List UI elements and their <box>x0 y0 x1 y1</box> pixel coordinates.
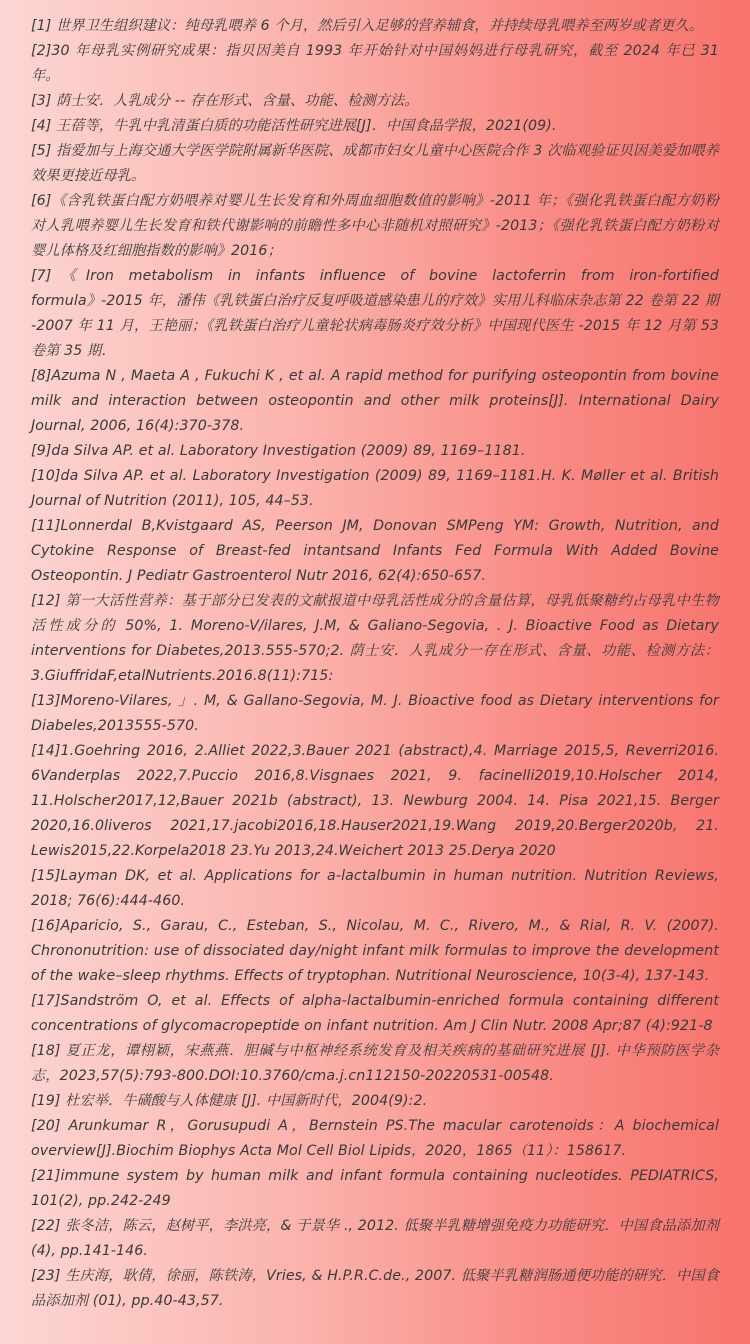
reference-item: [23] 生庆海，耿倩，徐丽，陈铁涛，Vries, & H.P.R.C.de., 2007. 低聚半乳糖润肠通便功能的研究．中国食品添加剂 (01), pp.40-43,57. <box>31 1268 719 1309</box>
reference-item: [10]da Silva AP. et al. Laboratory Investigation (2009) 89, 1169–1181.H. K. Møller et al. British Journal of Nutrition (2011), 105, 44–53. <box>31 468 719 509</box>
reference-item: [20] Arunkumar R，Gorusupudi A，Bernstein PS.The macular carotenoids：A biochemical overview[J].Biochim Biophys Acta Mol Cell Biol Lipids，2020，1865（11）：158617. <box>31 1118 719 1159</box>
reference-item: [3] 荫士安．人乳成分 -- 存在形式、含量、功能、检测方法。 <box>31 93 419 109</box>
reference-item: [17]Sandström O, et al. Effects of alpha-lactalbumin-enriched formula containing different concentrations of glycomacropeptide on infant nutrition. Am J Clin Nutr. 2008 Apr;87 (4):921-8 <box>31 993 719 1034</box>
reference-item: [18] 夏正龙，谭栩颖，宋燕燕．胆碱与中枢神经系统发育及相关疾病的基础研究进展 [J]. 中华预防医学杂志，2023,57(5):793-800.DOI:10.3760/cma.j.cn112150-20220531-00548. <box>31 1043 719 1084</box>
reference-item: [15]Layman DK, et al. Applications for a-lactalbumin in human nutrition. Nutrition Reviews, 2018; 76(6):444-460. <box>31 868 719 909</box>
reference-item: [11]Lonnerdal B,Kvistgaard AS, Peerson JM, Donovan SMPeng YM: Growth, Nutrition, and Cytokine Response of Breast-fed intantsand Infants Fed Formula With Added Bovine Osteopontin. J Pediatr Gastroenterol Nutr 2016, 62(4):650-657. <box>31 518 719 584</box>
reference-item: [4] 王蓓等，牛乳中乳清蛋白质的功能活性研究进展[J]．中国食品学报，2021(09). <box>31 118 557 134</box>
reference-item: [6]《含乳铁蛋白配方奶喂养对婴儿生长发育和外周血细胞数值的影响》-2011 年；《强化乳铁蛋白配方奶粉对人乳喂养婴儿生长发育和铁代谢影响的前瞻性多中心非随机对照研究》-2013；《强化乳铁蛋白配方奶粉对婴儿体格及红细胞指数的影响》2016； <box>31 193 719 259</box>
reference-item: [13]Moreno-Vilares, 」. M, & Gallano-Segovia, M. J. Bioactive food as Dietary interventions for Diabeles,2013555-570. <box>31 693 719 734</box>
reference-item: [2]30 年母乳实例研究成果：指贝因美自 1993 年开始针对中国妈妈进行母乳研究，截至 2024 年已 31 年。 <box>31 43 719 84</box>
reference-item: [19] 杜宏举．牛磺酸与人体健康 [J]. 中国新时代，2004(9):2. <box>31 1093 428 1109</box>
reference-item: [16]Aparicio, S., Garau, C., Esteban, S., Nicolau, M. C., Rivero, M., & Rial, R. V. (2007). Chrononutrition: use of dissociated day/night infant milk formulas to improve the development of the wake–sleep rhythms. Effects of tryptophan. Nutritional Neuroscience, 10(3-4), 137-143. <box>31 918 719 984</box>
reference-item: [12] 第一大活性营养：基于部分已发表的文献报道中母乳活性成分的含量估算，母乳低聚糖约占母乳中生物活性成分的 50%, 1. Moreno-V/ilares, J.M, & Galiano-Segovia, . J. Bioactive Food as Dietary interventions for Diabetes,2013.555-570;2. 荫士安．人乳成分一存在形式、含量、功能、检测方法：3.GiuffridaF,etalNutrients.2016.8(11):715: <box>31 593 719 684</box>
reference-item: [8]Azuma N , Maeta A , Fukuchi K , et al. A rapid method for purifying osteopontin from bovine milk and interaction between osteopontin and other milk proteins[J]. International Dairy Journal, 2006, 16(4):370-378. <box>31 368 719 434</box>
reference-list <box>31 14 719 1314</box>
reference-item: [5] 指爱加与上海交通大学医学院附属新华医院、成都市妇女儿童中心医院合作 3 次临观验证贝因美爱加喂养效果更接近母乳。 <box>31 143 719 184</box>
reference-item: [22] 张冬洁，陈云，赵树平，李洪亮，& 于景华 ., 2012. 低聚半乳糖增强免疫力功能研究．中国食品添加剂 (4), pp.141-146. <box>31 1218 719 1259</box>
reference-item: [1] 世界卫生组织建议：纯母乳喂养 6 个月，然后引入足够的营养辅食，并持续母乳喂养至两岁或者更久。 <box>31 18 704 34</box>
reference-item: [21]immune system by human milk and infant formula containing nucleotides. PEDIATRICS, 101(2), pp.242-249 <box>31 1168 719 1209</box>
reference-item: [7]《Iron metabolism in infants influence of bovine lactoferrin from iron-fortified formula》-2015 年，潘伟《乳铁蛋白治疗反复呼吸道感染患儿的疗效》实用儿科临床杂志第 22 卷第 22 期 -2007 年 11 月，王艳丽；《乳铁蛋白治疗儿童轮状病毒肠炎疗效分析》中国现代医生 -2015 年 12 月第 53 卷第 35 期． <box>31 268 719 359</box>
reference-item: [14]1.Goehring 2016, 2.Alliet 2022,3.Bauer 2021 (abstract),4. Marriage 2015,5, Reverri2016. 6Vanderplas 2022,7.Puccio 2016,8.Visgnaes 2021, 9. facinelli2019,10.Holscher 2014, 11.Holscher2017,12,Bauer 2021b (abstract), 13. Newburg 2004. 14. Pisa 2021,15. Berger 2020,16.0liveros 2021,17.jacobi2016,18.Hauser2021,19.Wang 2019,20.Berger2020b, 21. Lewis2015,22.Korpela2018 23.Yu 2013,24.Weichert 2013 25.Derya 2020 <box>31 743 719 859</box>
reference-item: [9]da Silva AP. et al. Laboratory Investigation (2009) 89, 1169–1181. <box>31 443 526 459</box>
